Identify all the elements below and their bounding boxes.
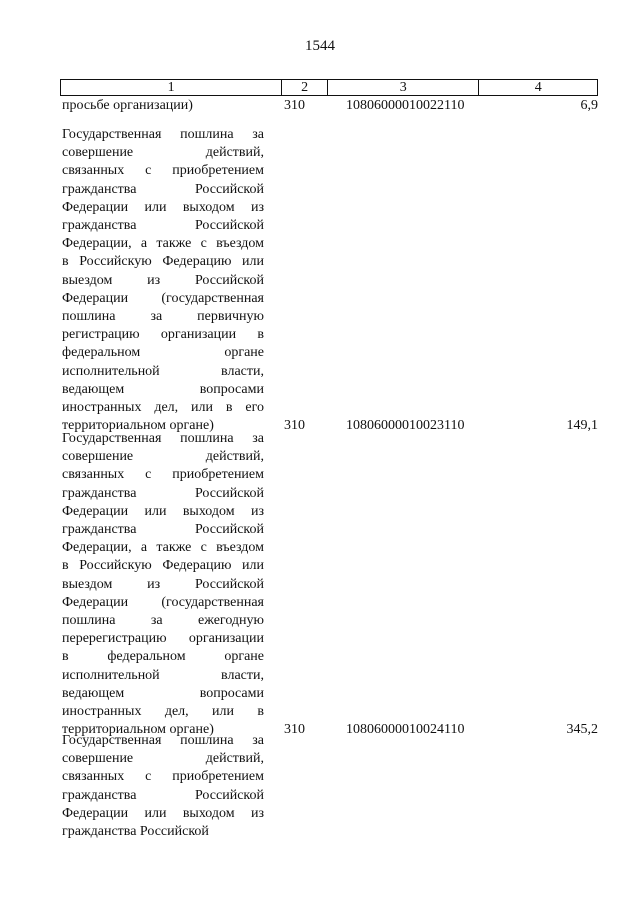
description-line: пошлина за первичную [62,309,264,325]
description-line: ведающем вопросами [62,685,264,701]
row-kbk: 10806000010024110 [346,722,465,738]
table-row [62,97,598,115]
header-col-3: 3 [328,80,479,95]
description-line: ведающем вопросами [62,381,264,397]
description-line: просьбе организации) [62,98,193,113]
description-line: гражданства Российской [62,485,264,501]
description-line: в федеральном органе [62,649,264,665]
description-line: Государственная пошлина за [62,127,264,142]
description-line: иностранных дел, или в [62,704,264,720]
description-line: в Российскую Федерацию или [62,558,264,574]
description-line: связанных с приобретением [62,467,264,483]
description-line: Федерации или выходом из [62,199,264,215]
header-col-4: 4 [534,80,542,95]
description-line: совершение действий, [62,145,264,161]
description-line: совершение действий, [62,751,264,767]
row-amount: 149,1 [566,418,598,434]
row-description [62,126,264,435]
row-amount: 6,9 [580,98,598,114]
header-col-1: 1 [61,80,282,95]
description-line: Федерации, а также с въездом [62,540,264,556]
description-line: перерегистрацию организации [62,631,264,647]
description-line: регистрацию организации в [62,327,264,343]
description-line: в Российскую Федерацию или [62,254,264,270]
header-col-2: 2 [282,80,328,95]
description-line: исполнительной власти, [62,363,264,379]
row-code: 310 [284,722,305,738]
description-line: связанных с приобретением [62,163,264,179]
row-kbk: 10806000010022110 [346,98,465,114]
table-row [62,732,598,841]
description-line: выездом из Российской [62,576,264,592]
description-line: исполнительной власти, [62,667,264,683]
page-number: 1544 [305,38,335,54]
description-line: федеральном органе [62,345,264,361]
description-line: Государственная пошлина за [62,733,264,748]
description-line: территориальном органе) [62,418,214,434]
row-code: 310 [284,418,305,434]
row-code: 310 [284,98,305,114]
description-line: гражданства Российской [62,522,264,538]
description-line: связанных с приобретением [62,769,264,785]
description-line: Государственная пошлина за [62,431,264,446]
description-line: пошлина за ежегодную [62,613,264,629]
table-row [62,430,598,739]
description-line: гражданства Российской [62,787,264,803]
description-line: иностранных дел, или в его [62,400,264,416]
description-line: совершение действий, [62,449,264,465]
table-row [62,126,598,435]
row-amount: 345,2 [566,722,598,738]
row-kbk: 10806000010023110 [346,418,465,434]
description-line: выездом из Российской [62,272,264,288]
row-description [62,97,264,115]
description-line: Федерации, а также с въездом [62,236,264,252]
row-description [62,732,264,841]
description-line: Федерации (государственная [62,594,264,610]
description-line: Федерации (государственная [62,290,264,306]
description-line: Федерации или выходом из [62,805,264,821]
row-description [62,430,264,739]
description-line: Федерации или выходом из [62,503,264,519]
description-line: территориальном органе) [62,722,214,738]
description-line: гражданства Российской [62,824,209,840]
description-line: гражданства Российской [62,181,264,197]
table-header [60,79,598,96]
description-line: гражданства Российской [62,218,264,234]
